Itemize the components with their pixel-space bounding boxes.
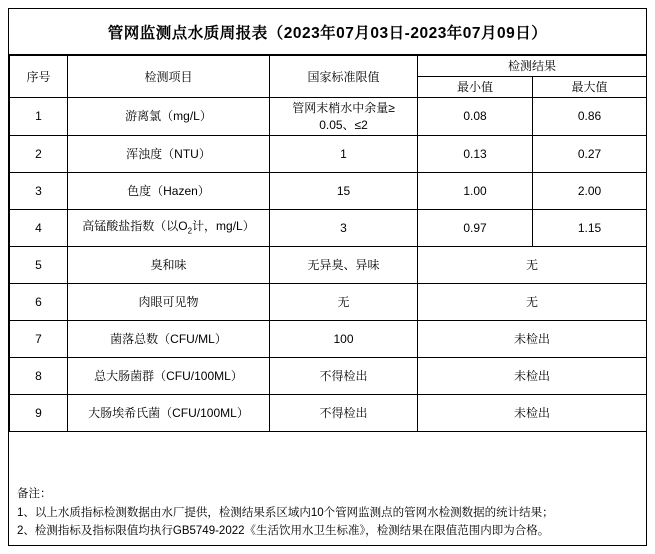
- cell-max: 0.27: [533, 135, 647, 172]
- cell-min: 1.00: [418, 172, 533, 209]
- cell-item: 游离氯（mg/L）: [68, 98, 270, 135]
- cell-min: 0.13: [418, 135, 533, 172]
- header-no: 序号: [10, 56, 68, 98]
- report-title-bar: [9, 9, 646, 55]
- cell-max: 1.15: [533, 209, 647, 246]
- header-result: 检测结果: [418, 56, 647, 77]
- table-header: [10, 56, 647, 98]
- cell-no: 6: [10, 283, 68, 320]
- note-item-2: 2、检测指标及指标限值均执行GB5749-2022《生活饮用水卫生标准》，检测结果在限值范围内即为合格。: [17, 525, 550, 538]
- cell-standard: 无: [270, 283, 418, 320]
- cell-item: 肉眼可见物: [68, 283, 270, 320]
- cell-item: 菌落总数（CFU/ML）: [68, 320, 270, 357]
- cell-no: 3: [10, 172, 68, 209]
- cell-no: 9: [10, 394, 68, 431]
- cell-item-subscript: 2: [187, 226, 193, 236]
- cell-item-prefix: 高锰酸盐指数（以O: [82, 219, 188, 234]
- cell-standard-line2: 0.05、≤2: [319, 117, 368, 132]
- cell-standard: 不得检出: [270, 357, 418, 394]
- table-row: [10, 172, 647, 209]
- cell-result: 未检出: [418, 394, 647, 431]
- cell-no: 7: [10, 320, 68, 357]
- cell-item: 臭和味: [68, 246, 270, 283]
- cell-no: 5: [10, 246, 68, 283]
- cell-item: 总大肠菌群（CFU/100ML）: [68, 357, 270, 394]
- cell-standard: 15: [270, 172, 418, 209]
- cell-no: 1: [10, 98, 68, 135]
- table-row: [10, 98, 647, 135]
- cell-item: 浑浊度（NTU）: [68, 135, 270, 172]
- notes-section: [9, 479, 646, 545]
- table-row: [10, 246, 647, 283]
- table-row: [10, 357, 647, 394]
- cell-standard: 100: [270, 320, 418, 357]
- table-row: [10, 209, 647, 246]
- cell-item: 大肠埃希氏菌（CFU/100ML）: [68, 394, 270, 431]
- cell-min: 0.08: [418, 98, 533, 135]
- cell-standard: 无异臭、异味: [270, 246, 418, 283]
- cell-standard: 不得检出: [270, 394, 418, 431]
- table-row: [10, 135, 647, 172]
- cell-item: 色度（Hazen）: [68, 172, 270, 209]
- cell-result: 无: [418, 283, 647, 320]
- header-max: 最大值: [533, 77, 647, 98]
- cell-standard-line1: 管网末梢水中余量≥: [292, 101, 395, 116]
- cell-result: 未检出: [418, 357, 647, 394]
- table-row: [10, 394, 647, 431]
- table-row: [10, 320, 647, 357]
- cell-min: 0.97: [418, 209, 533, 246]
- cell-result: 未检出: [418, 320, 647, 357]
- cell-standard: 1: [270, 135, 418, 172]
- cell-result: 无: [418, 246, 647, 283]
- water-quality-table: [9, 55, 647, 432]
- cell-no: 8: [10, 357, 68, 394]
- report-frame: [8, 8, 647, 546]
- note-item-1: 1、以上水质指标检测数据由水厂提供，检测结果系区域内10个管网监测点的管网水检测数据的统计结果；: [17, 506, 554, 519]
- table-row: [10, 283, 647, 320]
- cell-no: 2: [10, 135, 68, 172]
- cell-no: 4: [10, 209, 68, 246]
- cell-max: 2.00: [533, 172, 647, 209]
- table-header-row-1: [10, 56, 647, 77]
- header-item: 检测项目: [68, 56, 270, 98]
- table-body: [10, 98, 647, 431]
- cell-standard: 3: [270, 209, 418, 246]
- cell-item: [68, 209, 270, 246]
- cell-max: 0.86: [533, 98, 647, 135]
- header-standard: 国家标准限值: [270, 56, 418, 98]
- page-title: 管网监测点水质周报表（2023年07月03日-2023年07月09日）: [107, 24, 548, 42]
- cell-standard: [270, 98, 418, 135]
- cell-item-suffix: 计，mg/L）: [192, 219, 255, 234]
- note-label: 备注：: [17, 488, 52, 501]
- header-min: 最小值: [418, 77, 533, 98]
